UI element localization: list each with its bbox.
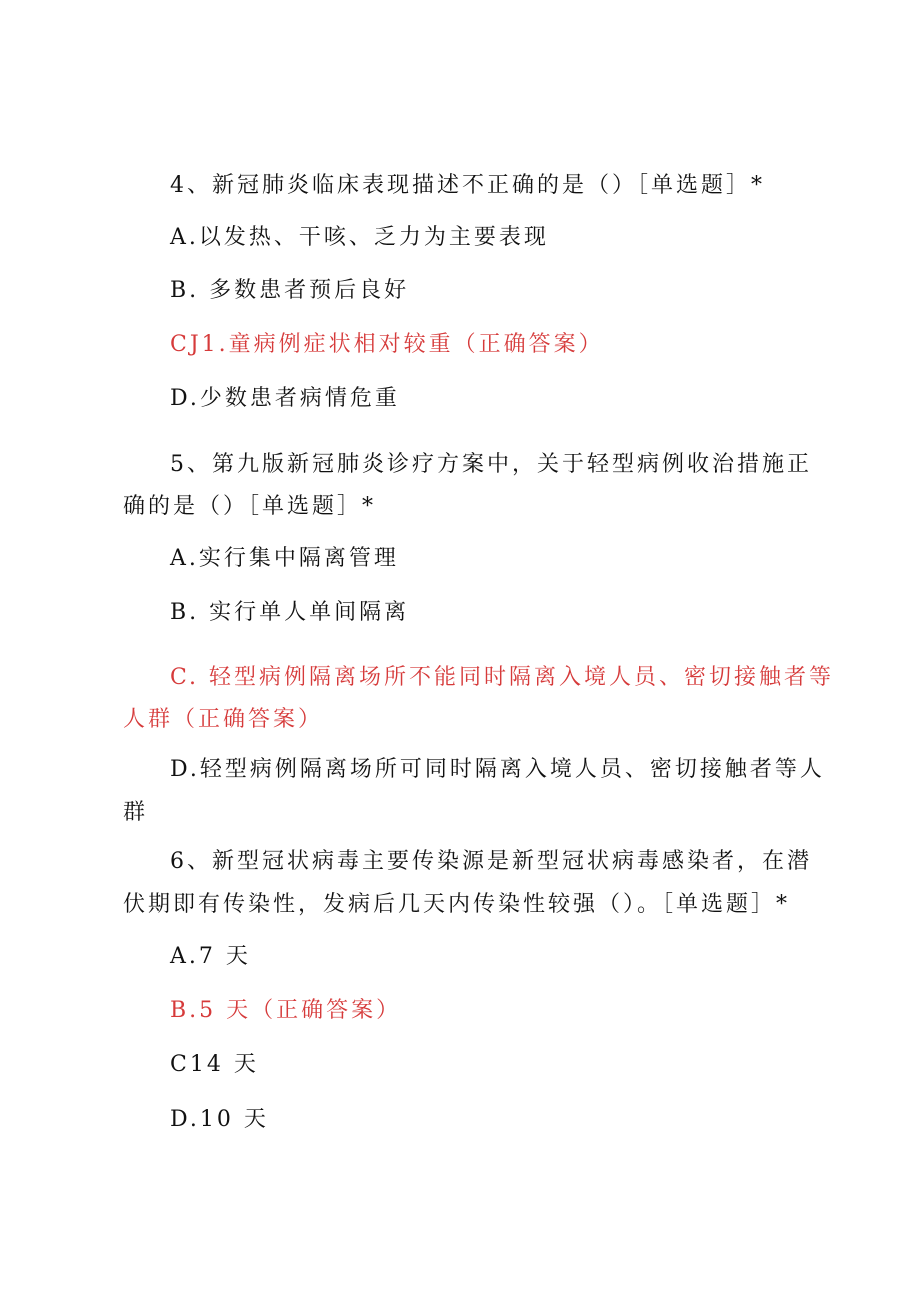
- question-6-option-a: A.7 天: [170, 944, 251, 969]
- question-5-text-line-2: 确的是（）［单选题］*: [123, 494, 377, 519]
- question-6-option-d: D.10 天: [170, 1107, 269, 1132]
- question-4-option-b: B. 多数患者预后良好: [170, 278, 410, 303]
- question-5-text-line-1: 5、第九版新冠肺炎诊疗方案中，关于轻型病例收治措施正: [170, 452, 812, 477]
- question-6-option-c: C14 天: [170, 1052, 259, 1077]
- question-4-option-c-correct: CJ1.童病例症状相对较重（正确答案）: [170, 332, 604, 357]
- question-6-text-line-2: 伏期即有传染性，发病后几天内传染性较强（）。［单选题］*: [123, 892, 791, 917]
- question-6-option-b-correct: B.5 天（正确答案）: [170, 998, 402, 1023]
- question-5-option-c-correct-line-1: C. 轻型病例隔离场所不能同时隔离入境人员、密切接触者等: [170, 665, 835, 690]
- question-6-text-line-1: 6、新型冠状病毒主要传染源是新型冠状病毒感染者，在潜: [170, 849, 812, 874]
- question-4-text: 4、新冠肺炎临床表现描述不正确的是（）［单选题］*: [170, 173, 765, 198]
- question-5-option-c-correct-line-2: 人群（正确答案）: [123, 707, 324, 732]
- question-5-option-d-line-1: D.轻型病例隔离场所可同时隔离入境人员、密切接触者等人: [170, 757, 825, 782]
- question-4-option-a: A.以发热、干咳、乏力为主要表现: [170, 225, 549, 250]
- question-5-option-d-line-2: 群: [123, 800, 149, 825]
- question-4-option-d: D.少数患者病情危重: [170, 386, 400, 411]
- question-5-option-b: B. 实行单人单间隔离: [170, 600, 410, 625]
- question-5-option-a: A.实行集中隔离管理: [170, 546, 399, 571]
